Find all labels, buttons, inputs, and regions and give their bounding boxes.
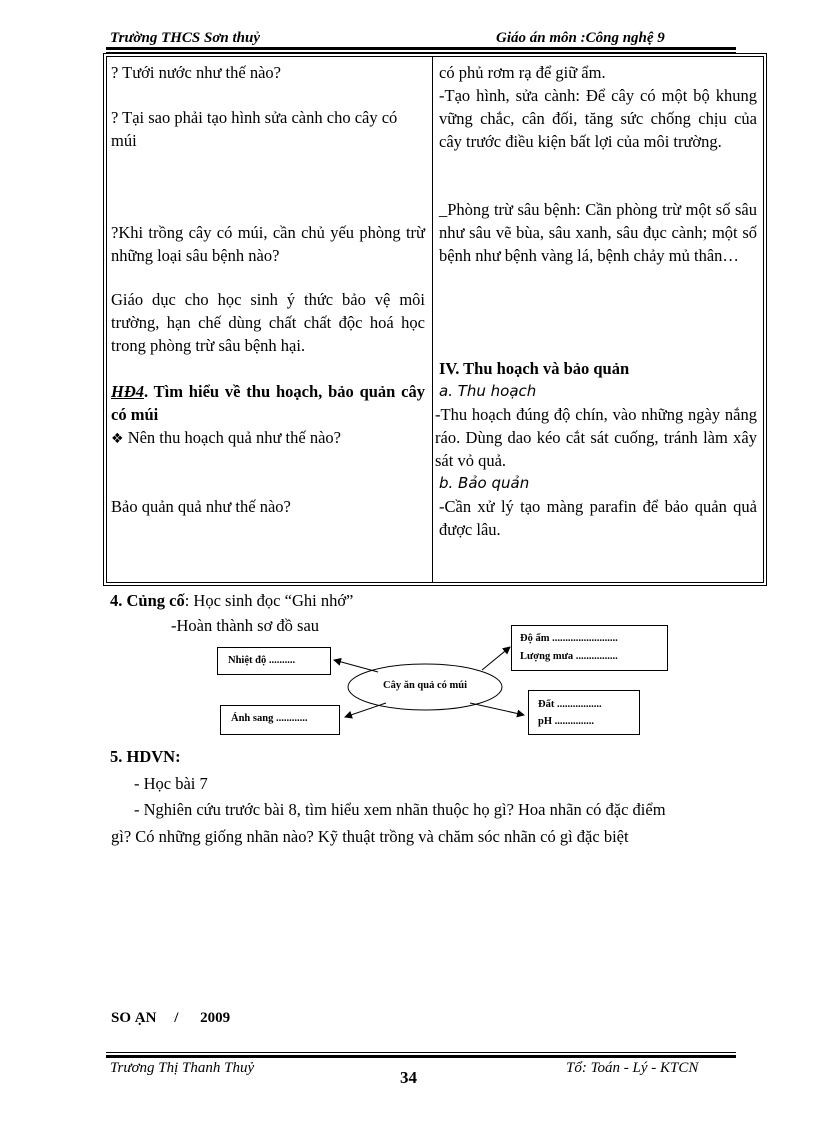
- question-harvest-text: Nên thu hoạch quả như thế nào?: [127, 428, 341, 447]
- homework-heading: 5. HDVN:: [110, 747, 181, 766]
- answer-pests: _Phòng trừ sâu bệnh: Cần phòng trừ một số sâu như sâu vẽ bùa, sâu xanh, sâu đục cành; một số bệnh như bệnh vàng lá, bệnh chảy mủ thân…: [439, 200, 757, 265]
- diagram-soil-label: Đất .................: [538, 699, 602, 710]
- answer-pruning: -Tạo hình, sửa cành: Để cây có một bộ khung vững chắc, cân đối, tăng sức chống chịu của cây trước điều kiện bất lợi của môi trường.: [439, 86, 757, 151]
- soan-label: SO ẠN: [111, 1010, 157, 1026]
- diagram-box-soil: [528, 690, 640, 735]
- diagram-light-label: Ánh sang ............: [231, 713, 308, 724]
- soan-line: [111, 1010, 230, 1027]
- subheading-storage: b. Bảo quản: [439, 474, 530, 492]
- footer-group: Tổ: Toán - Lý - KTCN: [566, 1060, 699, 1076]
- answer-storage: -Cần xử lý tạo màng parafin để bảo quản quả được lâu.: [439, 497, 757, 539]
- diagram-box-temperature: [217, 647, 331, 675]
- diagram-ph-label: pH ...............: [538, 716, 595, 727]
- activity-4-title: . Tìm hiểu về thu hoạch, bảo quản cây có múi: [111, 382, 425, 424]
- question-pruning: ? Tại sao phải tạo hình sửa cành cho cây có múi: [111, 108, 398, 150]
- consolidate-heading: 4. Củng cố: [110, 591, 185, 610]
- header-subject: Giáo án môn :Công nghệ 9: [496, 30, 665, 46]
- answer-harvest: -Thu hoạch đúng độ chín, vào những ngày nắng ráo. Dùng dao kéo cắt sát cuống, tránh làm xây sát vỏ quả.: [435, 405, 757, 470]
- footer-author: Trương Thị Thanh Thuỷ: [110, 1060, 255, 1076]
- footer-rule-thin: [106, 1052, 736, 1053]
- arrow-to-soil: [470, 703, 524, 715]
- header-school: Trường THCS Sơn thuỷ: [110, 30, 260, 46]
- diagram-box-light: [220, 705, 340, 735]
- arrow-to-light: [345, 703, 386, 717]
- soan-separator: /: [174, 1010, 179, 1026]
- consolidate-text: : Học sinh đọc “Ghi nhớ”: [184, 591, 354, 610]
- diagram-box-climate: [511, 625, 668, 671]
- question-pests: ?Khi trồng cây có múi, cần chủ yếu phòng trừ những loại sâu bệnh nào?: [111, 223, 425, 265]
- footer-rule-thick: [106, 1055, 736, 1058]
- diamond-bullet-icon: ❖: [111, 431, 124, 447]
- subheading-harvest: a. Thu hoạch: [439, 382, 537, 400]
- homework-item-2-line-1: - Nghiên cứu trước bài 8, tìm hiểu xem nhãn thuộc họ gì? Hoa nhãn có đặc điểm: [134, 800, 666, 819]
- diagram-center-label: Cây ăn quả có múi: [382, 680, 467, 691]
- page-number: 34: [400, 1068, 417, 1087]
- soan-year: 2009: [200, 1010, 231, 1026]
- arrow-to-humidity: [482, 647, 510, 670]
- diagram-temperature-label: Nhiệt độ ..........: [228, 655, 296, 666]
- question-storage: Bảo quản quả như thế nào?: [111, 497, 291, 516]
- environment-education: Giáo dục cho học sinh ý thức bảo vệ môi trường, hạn chế dùng chất chất độc hoá học trong phòng trừ sâu bệnh hại.: [111, 290, 425, 355]
- arrow-to-temperature: [334, 660, 378, 672]
- section-4-title: IV. Thu hoạch và bảo quản: [439, 359, 630, 378]
- homework-item-2-line-2: gì? Có những giống nhãn nào? Kỹ thuật trồng và chăm sóc nhãn có gì đặc biệt: [111, 827, 629, 846]
- consolidate-task: -Hoàn thành sơ đồ sau: [171, 616, 320, 635]
- answer-watering: có phủ rơm rạ để giữ ẩm.: [439, 63, 606, 82]
- homework-item-1: - Học bài 7: [134, 774, 208, 793]
- question-watering: ? Tưới nước như thế nào?: [111, 63, 281, 82]
- diagram-humidity-label: Độ ẩm .........................: [520, 633, 618, 644]
- diagram-rain-label: Lượng mưa ................: [520, 651, 618, 662]
- activity-4-label: HĐ4: [111, 382, 144, 401]
